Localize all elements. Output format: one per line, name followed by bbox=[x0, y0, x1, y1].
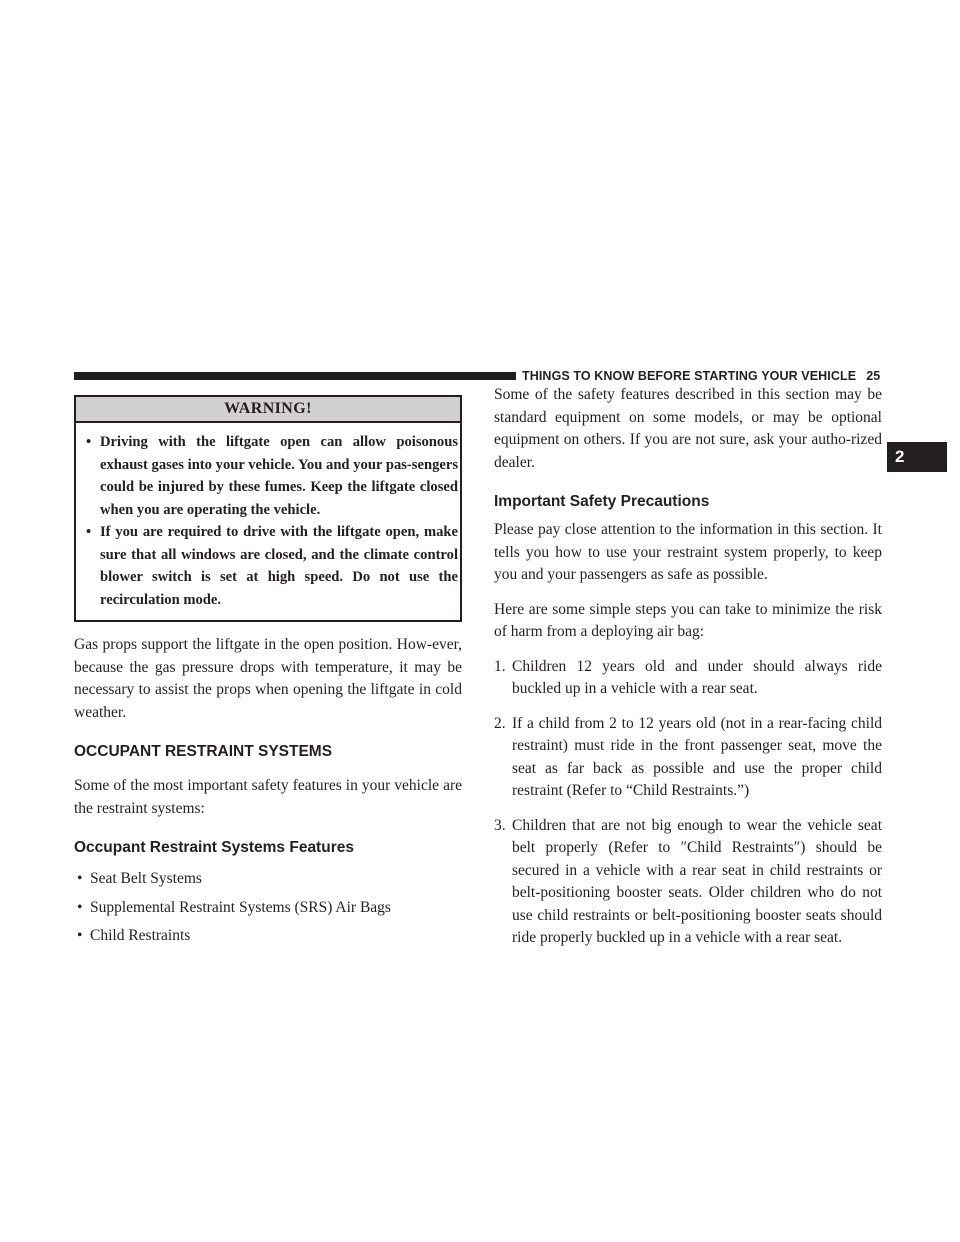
features-list bbox=[74, 868, 462, 948]
step-text: Children 12 years old and under should always ride buckled up in a vehicle with a rear seat. bbox=[512, 657, 882, 697]
steps-list bbox=[494, 656, 882, 950]
header-rule bbox=[74, 372, 516, 380]
list-item: • Child Restraints bbox=[74, 925, 462, 948]
running-header bbox=[522, 369, 880, 383]
steps-intro: Here are some simple steps you can take to minimize the risk of harm from a deploying air bag: bbox=[494, 600, 882, 640]
chapter-tab: 2 bbox=[887, 442, 947, 472]
page-number: 25 bbox=[866, 369, 881, 383]
section-title: THINGS TO KNOW BEFORE STARTING YOUR VEHICLE bbox=[522, 369, 857, 383]
list-item: • Seat Belt Systems bbox=[74, 868, 462, 891]
occupant-intro: Some of the most important safety features in your vehicle are the restraint systems: bbox=[74, 777, 462, 817]
precautions-heading: Important Safety Precautions bbox=[494, 493, 710, 510]
occupant-heading: OCCUPANT RESTRAINT SYSTEMS bbox=[74, 743, 333, 760]
step-text: If a child from 2 to 12 years old (not in a rear-facing child restraint) must ride in the front passenger seat, move the seat as far back as possible and use the proper child restraint (Refer to “Child Restraints.”) bbox=[512, 714, 882, 799]
warning-box bbox=[74, 395, 462, 622]
list-item: • Supplemental Restraint Systems (SRS) Air Bags bbox=[74, 897, 462, 920]
warning-title: WARNING! bbox=[76, 397, 460, 423]
warning-item: • If you are required to drive with the liftgate open, make sure that all windows are closed, and the climate control blower switch is set at high speed. Do not use the recirculation mode. bbox=[76, 521, 460, 611]
warning-item: • Driving with the liftgate open can allow poisonous exhaust gases into your vehicle. You and your pas-sengers could be injured by these fumes. Keep the liftgate closed when you are operating the vehicle. bbox=[76, 431, 460, 521]
left-column bbox=[74, 395, 462, 954]
intro-paragraph: Some of the safety features described in this section may be standard equipment on some models, or may be optional equipment on others. If you are not sure, ask your autho-rized dealer. bbox=[494, 386, 882, 471]
list-item bbox=[494, 713, 882, 803]
precautions-paragraph: Please pay close attention to the information in this section. It tells you how to use your restraint system properly, to keep you and your passengers as safe as possible. bbox=[494, 521, 882, 583]
right-column bbox=[494, 384, 882, 950]
step-number: 2. bbox=[494, 714, 506, 732]
features-heading: Occupant Restraint Systems Features bbox=[74, 839, 354, 856]
gas-props-paragraph: Gas props support the liftgate in the open position. How-ever, because the gas pressure drops with temperature, it may be necessary to assist the props when opening the liftgate in cold weather. bbox=[74, 636, 462, 721]
list-item bbox=[494, 815, 882, 950]
warning-list bbox=[76, 423, 460, 620]
list-item bbox=[494, 656, 882, 701]
step-number: 1. bbox=[494, 657, 506, 675]
step-number: 3. bbox=[494, 816, 506, 834]
step-text: Children that are not big enough to wear the vehicle seat belt properly (Refer to ″Child Restraints″) should be secured in a vehicle with a rear seat in child restraints or belt-positioning booster seats. Older children who do not use child restraints or belt-positioning booster seats should ride properly buckled up in a vehicle with a rear seat. bbox=[512, 816, 882, 946]
